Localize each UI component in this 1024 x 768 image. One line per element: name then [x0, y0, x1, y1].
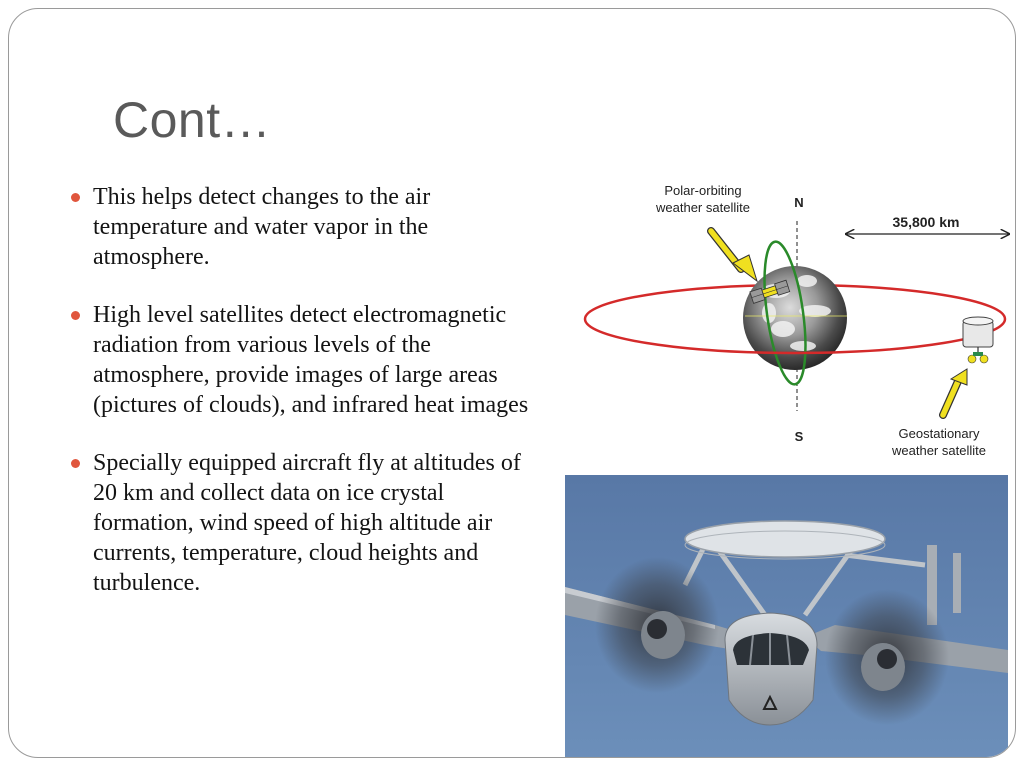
- bullet-text: This helps detect changes to the air temperature and water vapor in the atmosphere.: [93, 184, 431, 270]
- right-spinner: [877, 649, 897, 669]
- polar-satellite-label-line2: weather satellite: [656, 200, 750, 215]
- slide-title: Cont…: [113, 92, 272, 148]
- aircraft-fuselage: [725, 613, 817, 725]
- distance-label: 35,800 km: [892, 214, 960, 230]
- slide: [8, 8, 1016, 758]
- tail-fin: [953, 553, 961, 613]
- bullet-item: [67, 448, 537, 598]
- geostationary-label-line1: Geostationary: [898, 426, 980, 441]
- geostationary-satellite-icon: [963, 317, 993, 363]
- earth-icon: [743, 266, 847, 370]
- bullet-dot-icon: [71, 193, 80, 202]
- south-label: S: [794, 429, 804, 444]
- geo-pointer-arrow: [943, 369, 967, 415]
- polar-satellite-label-line1: Polar-orbiting: [664, 183, 742, 198]
- satellite-orbit-diagram: [571, 171, 1016, 471]
- aircraft-photo: [565, 475, 1008, 758]
- bullet-dot-icon: [71, 311, 80, 320]
- polar-pointer-arrow: [711, 231, 757, 281]
- bullet-dot-icon: [71, 459, 80, 468]
- bullet-text: Specially equipped aircraft fly at altitudes of 20 km and collect data on ice crystal formation, wind speed of high altitude air currents, temperature, cloud heights and turbulence.: [93, 450, 521, 596]
- bullet-item: [67, 300, 537, 420]
- bullet-item: [67, 182, 537, 272]
- bullet-list: [67, 182, 537, 626]
- radar-dome: [685, 521, 885, 557]
- geostationary-label-line2: weather satellite: [892, 443, 986, 458]
- left-spinner: [647, 619, 667, 639]
- bullet-text: High level satellites detect electromagnetic radiation from various levels of the atmosphere, provide images of large areas (pictures of clouds), and infrared heat images: [93, 302, 529, 418]
- north-label: N: [794, 195, 804, 210]
